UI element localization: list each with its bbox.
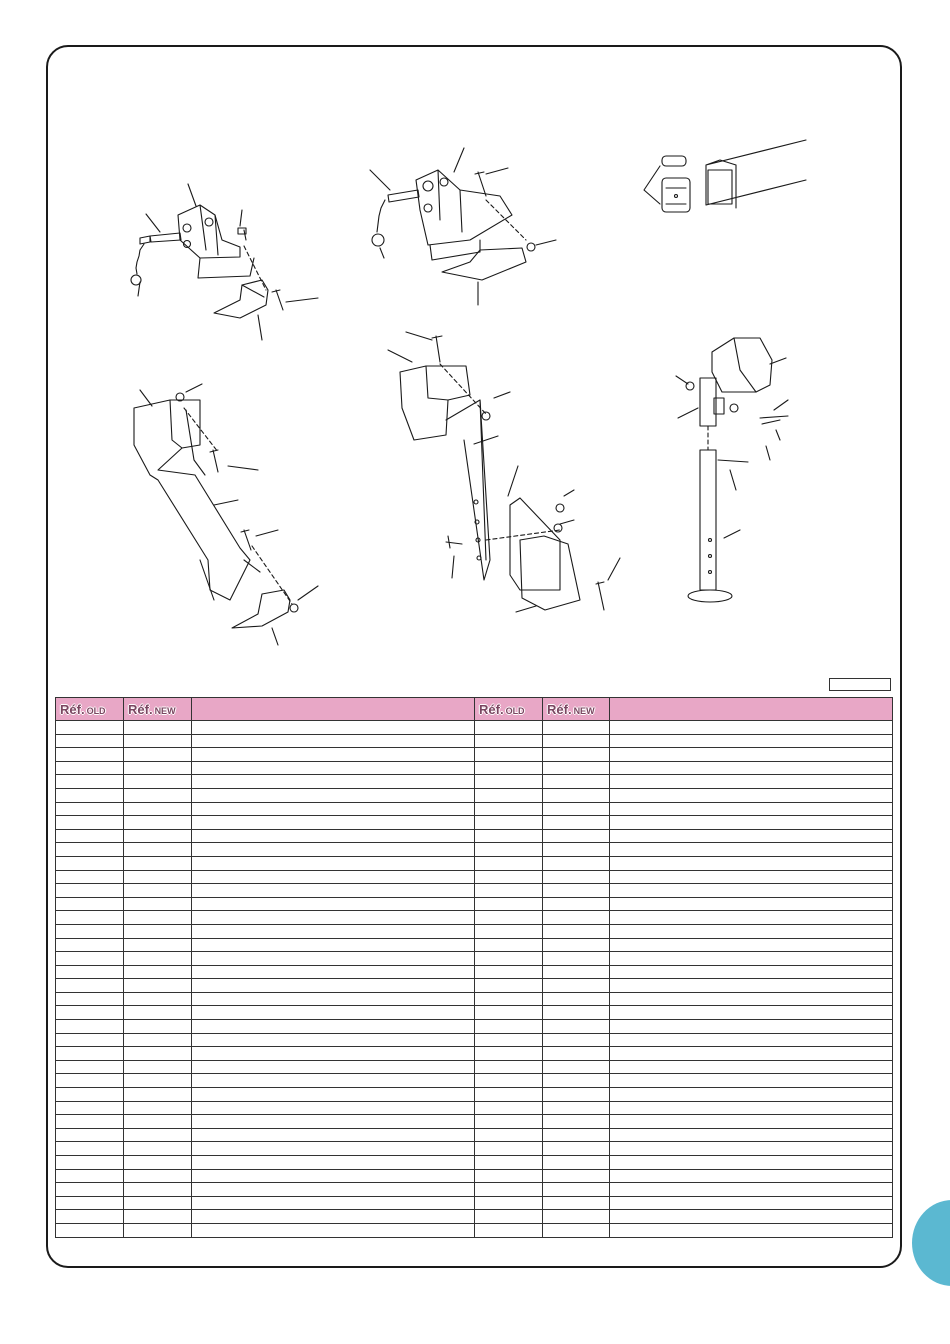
table-row [56,1115,893,1129]
table-cell [475,1074,543,1088]
table-cell [124,1115,192,1129]
table-cell [543,734,610,748]
table-row [56,1033,893,1047]
table-cell [56,1020,124,1034]
table-cell [610,1156,893,1170]
table-cell [124,897,192,911]
table-cell [610,1020,893,1034]
table-cell [124,870,192,884]
table-cell [124,1101,192,1115]
table-cell [543,788,610,802]
table-cell [543,1169,610,1183]
table-cell [543,1060,610,1074]
header-ref-label: Réf. [60,701,85,717]
table-row [56,734,893,748]
table-cell [192,938,475,952]
table-cell [543,843,610,857]
table-cell [124,1128,192,1142]
table-cell [610,1088,893,1102]
table-cell [192,748,475,762]
table-cell [124,1183,192,1197]
table-cell [543,965,610,979]
table-cell [192,1006,475,1020]
table-cell [124,1169,192,1183]
table-cell [192,1115,475,1129]
table-cell [192,1074,475,1088]
table-cell [56,1156,124,1170]
table-cell [56,1183,124,1197]
table-cell [475,870,543,884]
table-cell [56,829,124,843]
table-cell [475,1196,543,1210]
table-row [56,1088,893,1102]
offset-bracket-diagram [134,384,318,645]
table-cell [124,1156,192,1170]
table-cell [610,829,893,843]
table-cell [124,1047,192,1061]
table-cell [124,1142,192,1156]
table-cell [56,1196,124,1210]
table-cell [543,1074,610,1088]
table-cell [124,965,192,979]
table-cell [475,897,543,911]
table-cell [124,1033,192,1047]
table-row [56,1142,893,1156]
table-row [56,924,893,938]
table-cell [610,911,893,925]
table-cell [475,788,543,802]
table-cell [56,816,124,830]
table-cell [56,788,124,802]
table-cell [56,1142,124,1156]
table-cell [475,1128,543,1142]
table-cell [610,870,893,884]
table-row [56,1183,893,1197]
header-ref-label: Réf. [479,701,504,717]
table-cell [610,1142,893,1156]
table-cell [543,1223,610,1237]
table-cell [56,775,124,789]
table-row [56,1210,893,1224]
table-row [56,870,893,884]
table-cell [543,1128,610,1142]
table-cell [610,775,893,789]
table-cell [475,938,543,952]
table-cell [56,952,124,966]
table-cell [192,965,475,979]
header-ref-label: Réf. [128,701,153,717]
table-cell [475,1047,543,1061]
table-cell [124,1223,192,1237]
table-row [56,1006,893,1020]
table-cell [192,1169,475,1183]
table-cell [610,816,893,830]
header-description-left [192,698,475,721]
table-cell [56,748,124,762]
table-cell [610,1183,893,1197]
table-cell [56,1169,124,1183]
table-cell [475,965,543,979]
table-row [56,816,893,830]
table-cell [192,721,475,735]
table-cell [192,775,475,789]
table-cell [610,721,893,735]
table-cell [192,979,475,993]
table-row [56,1074,893,1088]
table-cell [192,884,475,898]
table-cell [124,802,192,816]
table-cell [56,734,124,748]
page-tab-marker [912,1200,950,1286]
table-cell [543,761,610,775]
table-cell [124,911,192,925]
table-cell [56,1223,124,1237]
table-row [56,1223,893,1237]
table-cell [56,721,124,735]
table-cell [56,1074,124,1088]
table-cell [543,1101,610,1115]
square-tube-with-cap-diagram [644,140,806,212]
table-row [56,1156,893,1170]
table-cell [124,748,192,762]
header-ref-label: Réf. [547,701,572,717]
table-cell [610,1196,893,1210]
header-ref-old-right [475,698,543,721]
table-row [56,829,893,843]
table-cell [475,884,543,898]
table-cell [543,1115,610,1129]
table-cell [56,802,124,816]
table-row [56,979,893,993]
table-cell [543,856,610,870]
table-cell [610,1060,893,1074]
table-cell [610,761,893,775]
table-cell [124,816,192,830]
table-cell [475,992,543,1006]
header-ref-new-left [124,698,192,721]
table-cell [192,924,475,938]
table-cell [543,721,610,735]
table-cell [124,829,192,843]
table-cell [543,897,610,911]
table-cell [124,1074,192,1088]
table-row [56,965,893,979]
table-cell [543,992,610,1006]
table-cell [475,802,543,816]
table-cell [192,870,475,884]
table-cell [543,1033,610,1047]
table-cell [56,911,124,925]
table-cell [192,1196,475,1210]
table-row [56,952,893,966]
table-cell [610,1006,893,1020]
table-cell [610,1047,893,1061]
table-cell [543,979,610,993]
table-cell [192,911,475,925]
table-cell [610,1115,893,1129]
table-cell [56,1115,124,1129]
table-cell [610,802,893,816]
table-cell [192,1183,475,1197]
table-cell [124,1210,192,1224]
table-cell [124,856,192,870]
table-header-row [56,698,893,721]
table-cell [124,1088,192,1102]
table-cell [475,748,543,762]
table-cell [610,1101,893,1115]
table-cell [124,992,192,1006]
table-cell [56,1101,124,1115]
table-cell [543,1047,610,1061]
table-cell [543,816,610,830]
table-cell [192,1223,475,1237]
table-cell [475,1020,543,1034]
table-row [56,856,893,870]
table-cell [192,1047,475,1061]
table-cell [610,1210,893,1224]
table-cell [56,938,124,952]
header-ref-old-left [56,698,124,721]
table-cell [56,1210,124,1224]
table-cell [543,1156,610,1170]
table-cell [610,965,893,979]
long-arm-bracket-diagram [388,332,620,612]
header-ref-sub: NEW [573,705,595,716]
table-cell [475,829,543,843]
table-row [56,1169,893,1183]
table-cell [124,952,192,966]
table-cell [192,1128,475,1142]
table-cell [56,843,124,857]
table-cell [610,897,893,911]
table-cell [610,979,893,993]
table-cell [543,802,610,816]
table-row [56,1047,893,1061]
table-row [56,802,893,816]
table-row [56,788,893,802]
table-cell [192,843,475,857]
table-cell [56,856,124,870]
table-cell [610,843,893,857]
table-row [56,761,893,775]
table-cell [124,884,192,898]
table-cell [475,1006,543,1020]
table-cell [610,1074,893,1088]
table-cell [610,856,893,870]
table-cell [192,1210,475,1224]
table-cell [475,1156,543,1170]
table-cell [124,843,192,857]
table-cell [124,734,192,748]
table-row [56,1128,893,1142]
table-cell [475,1223,543,1237]
table-cell [543,952,610,966]
hitch-bracket-with-pin-diagram [131,184,318,340]
table-cell [475,1210,543,1224]
parts-list-table [55,697,893,1238]
table-cell [610,1169,893,1183]
table-cell [192,1088,475,1102]
table-cell [543,884,610,898]
table-cell [56,992,124,1006]
table-cell [56,979,124,993]
table-row [56,911,893,925]
parts-table-body [56,721,893,1238]
table-row [56,775,893,789]
table-cell [475,734,543,748]
header-ref-new-right [543,698,610,721]
table-cell [192,761,475,775]
table-cell [192,734,475,748]
table-row [56,843,893,857]
table-cell [543,1183,610,1197]
table-cell [56,1088,124,1102]
table-row [56,992,893,1006]
header-ref-sub: NEW [154,705,176,716]
table-cell [543,1020,610,1034]
double-hitch-bracket-diagram [370,148,556,305]
table-cell [56,965,124,979]
table-cell [56,1060,124,1074]
table-cell [475,979,543,993]
table-cell [475,1142,543,1156]
table-cell [192,1020,475,1034]
table-cell [124,1006,192,1020]
table-cell [610,748,893,762]
table-row [56,897,893,911]
table-cell [124,1020,192,1034]
table-cell [192,829,475,843]
table-cell [56,884,124,898]
table-cell [56,1128,124,1142]
table-cell [56,870,124,884]
table-cell [475,911,543,925]
table-cell [56,1047,124,1061]
table-cell [475,816,543,830]
table-cell [475,952,543,966]
table-cell [610,992,893,1006]
table-cell [192,1142,475,1156]
table-row [56,1020,893,1034]
table-cell [475,1060,543,1074]
post-with-handle-and-base-diagram [676,338,788,602]
table-cell [475,1088,543,1102]
table-cell [475,1183,543,1197]
table-cell [475,856,543,870]
table-cell [610,734,893,748]
table-cell [610,1033,893,1047]
table-cell [475,775,543,789]
table-cell [543,1088,610,1102]
table-cell [124,938,192,952]
table-cell [56,897,124,911]
table-cell [543,938,610,952]
table-cell [543,1142,610,1156]
table-cell [124,979,192,993]
table-cell [192,802,475,816]
table-cell [475,1115,543,1129]
table-row [56,1060,893,1074]
table-cell [475,1101,543,1115]
table-cell [543,1210,610,1224]
table-cell [56,924,124,938]
header-ref-sub: OLD [86,705,106,716]
table-cell [192,1156,475,1170]
table-row [56,1196,893,1210]
header-ref-sub: OLD [505,705,525,716]
table-row [56,884,893,898]
table-cell [610,1128,893,1142]
table-cell [610,924,893,938]
table-cell [610,1223,893,1237]
table-cell [543,870,610,884]
table-cell [56,761,124,775]
table-cell [124,1196,192,1210]
table-cell [475,761,543,775]
table-cell [192,816,475,830]
table-cell [192,1033,475,1047]
table-cell [543,748,610,762]
table-cell [192,897,475,911]
table-cell [124,1060,192,1074]
table-cell [543,911,610,925]
header-description-right [610,698,893,721]
table-cell [192,952,475,966]
table-cell [475,843,543,857]
table-cell [543,775,610,789]
table-cell [610,788,893,802]
table-row [56,1101,893,1115]
table-cell [610,952,893,966]
table-cell [543,1196,610,1210]
table-cell [124,788,192,802]
table-cell [192,788,475,802]
table-cell [124,775,192,789]
table-cell [475,1169,543,1183]
table-cell [124,721,192,735]
table-cell [543,924,610,938]
table-cell [56,1033,124,1047]
table-cell [475,1033,543,1047]
table-cell [610,938,893,952]
table-cell [192,1060,475,1074]
table-cell [543,829,610,843]
table-row [56,748,893,762]
table-cell [475,721,543,735]
table-row [56,938,893,952]
table-cell [543,1006,610,1020]
table-cell [124,924,192,938]
table-cell [475,924,543,938]
table-cell [192,856,475,870]
table-row [56,721,893,735]
table-cell [610,884,893,898]
reference-box [829,678,891,691]
table-cell [192,1101,475,1115]
table-cell [192,992,475,1006]
table-cell [124,761,192,775]
table-cell [56,1006,124,1020]
